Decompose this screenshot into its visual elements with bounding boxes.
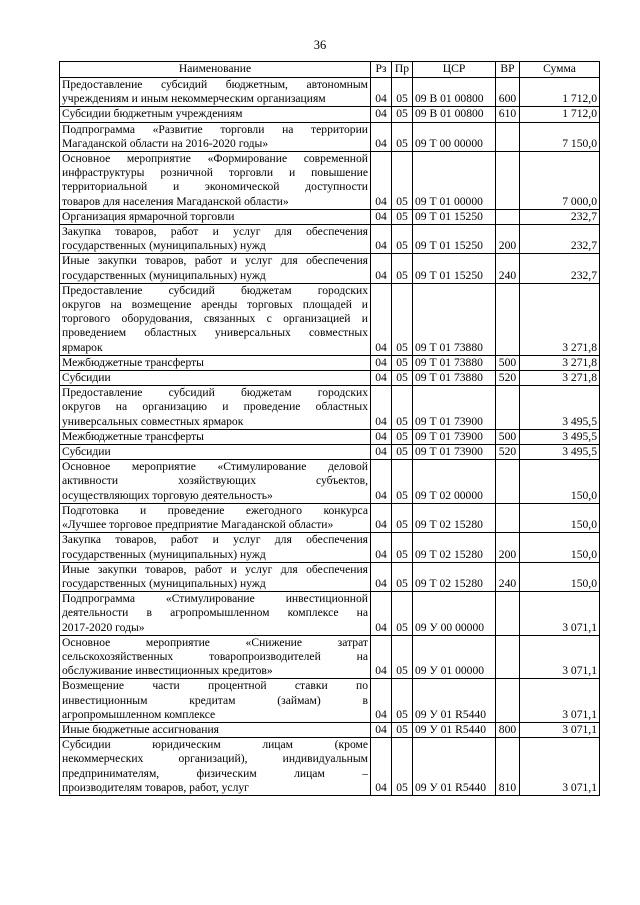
page-number: 36 bbox=[313, 38, 327, 52]
row-vr bbox=[496, 122, 520, 151]
row-sum: 150,0 bbox=[520, 533, 600, 562]
table-row bbox=[60, 371, 600, 386]
row-csr: 09 В 01 00800 bbox=[413, 78, 496, 107]
row-vr: 240 bbox=[496, 254, 520, 283]
table-row bbox=[60, 429, 600, 444]
row-pr: 05 bbox=[392, 283, 413, 355]
row-pr: 05 bbox=[392, 635, 413, 679]
row-name bbox=[60, 722, 371, 737]
row-name-line: Предоставление субсидий бюджетным, автономным bbox=[62, 78, 368, 91]
row-rz: 04 bbox=[371, 254, 392, 283]
row-name-line: Основное мероприятие «Стимулирование деловой bbox=[62, 460, 368, 474]
row-name bbox=[60, 592, 371, 636]
row-name-line: Организация ярмарочной торговли bbox=[62, 209, 235, 223]
row-pr: 05 bbox=[392, 386, 413, 430]
row-vr: 520 bbox=[496, 445, 520, 460]
row-csr: 09 Т 01 73900 bbox=[413, 429, 496, 444]
row-name bbox=[60, 107, 371, 122]
row-name-line: торгового оборудования, связанных с организацией и bbox=[62, 312, 368, 326]
row-sum: 232,7 bbox=[520, 254, 600, 283]
row-vr bbox=[496, 503, 520, 532]
table-row bbox=[60, 445, 600, 460]
row-name bbox=[60, 122, 371, 151]
row-sum: 150,0 bbox=[520, 562, 600, 591]
row-sum: 3 071,1 bbox=[520, 635, 600, 679]
row-rz: 04 bbox=[371, 371, 392, 386]
row-rz: 04 bbox=[371, 152, 392, 210]
row-vr: 200 bbox=[496, 533, 520, 562]
row-pr: 05 bbox=[392, 533, 413, 562]
row-name-line: сельскохозяйственных товаропроизводителей на bbox=[62, 649, 368, 663]
table-row bbox=[60, 355, 600, 370]
row-name-line: Подпрограмма «Стимулирование инвестиционной bbox=[62, 592, 368, 606]
row-csr: 09 Т 01 73900 bbox=[413, 445, 496, 460]
row-sum: 3 071,1 bbox=[520, 679, 600, 723]
row-rz: 04 bbox=[371, 429, 392, 444]
row-name bbox=[60, 738, 371, 796]
row-name-line: Межбюджетные трансферты bbox=[62, 355, 204, 369]
row-rz: 04 bbox=[371, 122, 392, 151]
row-pr: 05 bbox=[392, 209, 413, 224]
row-name-line: Субсидии bbox=[62, 445, 111, 459]
row-vr: 600 bbox=[496, 78, 520, 107]
table-row bbox=[60, 107, 600, 122]
row-csr: 09 Т 02 15280 bbox=[413, 562, 496, 591]
row-name-line: осуществляющих торговую деятельность» bbox=[62, 488, 273, 502]
row-name-line: Подготовка и проведение ежегодного конкурса bbox=[62, 503, 368, 517]
row-name-line: 2017-2020 годы» bbox=[62, 620, 145, 634]
row-name-line: инфраструктуры розничной торговли и повышение bbox=[62, 166, 368, 180]
row-rz: 04 bbox=[371, 738, 392, 796]
row-csr: 09 Т 01 15250 bbox=[413, 209, 496, 224]
row-rz: 04 bbox=[371, 386, 392, 430]
row-name-line: учреждениям и иным некоммерческим организациям bbox=[62, 92, 326, 106]
row-rz: 04 bbox=[371, 562, 392, 591]
row-name bbox=[60, 78, 371, 107]
row-name-line: государственных (муниципальных) нужд bbox=[62, 576, 266, 590]
row-csr: 09 У 00 00000 bbox=[413, 592, 496, 636]
table-header-row bbox=[60, 62, 600, 78]
row-name-line: государственных (муниципальных) нужд bbox=[62, 547, 266, 561]
row-name-line: государственных (муниципальных) нужд bbox=[62, 268, 266, 282]
row-rz: 04 bbox=[371, 78, 392, 107]
row-name-line: «Лучшее торговое предприятие Магаданской области» bbox=[62, 518, 334, 532]
row-pr: 05 bbox=[392, 225, 413, 254]
row-name bbox=[60, 386, 371, 430]
row-name-line: Подпрограмма «Развитие торговли на территории bbox=[62, 122, 368, 136]
row-csr: 09 Т 01 73880 bbox=[413, 283, 496, 355]
row-sum: 3 495,5 bbox=[520, 386, 600, 430]
row-pr: 05 bbox=[392, 679, 413, 723]
row-name-line: Субсидии bbox=[62, 371, 111, 385]
row-vr: 800 bbox=[496, 722, 520, 737]
row-vr: 810 bbox=[496, 738, 520, 796]
row-csr: 09 У 01 R5440 bbox=[413, 679, 496, 723]
row-pr: 05 bbox=[392, 254, 413, 283]
row-name-line: Основное мероприятие «Снижение затрат bbox=[62, 635, 368, 649]
row-name bbox=[60, 679, 371, 723]
row-name-line: обслуживание инвестиционных кредитов» bbox=[62, 664, 273, 678]
row-name bbox=[60, 209, 371, 224]
header-name: Наименование bbox=[60, 62, 371, 78]
row-name-line: Иные бюджетные ассигнования bbox=[62, 722, 219, 736]
row-rz: 04 bbox=[371, 503, 392, 532]
row-vr bbox=[496, 592, 520, 636]
row-pr: 05 bbox=[392, 152, 413, 210]
row-vr: 500 bbox=[496, 429, 520, 444]
row-rz: 04 bbox=[371, 679, 392, 723]
row-rz: 04 bbox=[371, 107, 392, 122]
row-pr: 05 bbox=[392, 722, 413, 737]
table-row bbox=[60, 533, 600, 562]
row-sum: 150,0 bbox=[520, 503, 600, 532]
row-sum: 3 495,5 bbox=[520, 445, 600, 460]
row-csr: 09 Т 02 15280 bbox=[413, 503, 496, 532]
row-name-line: деятельности в агропромышленном комплексе на bbox=[62, 606, 368, 620]
row-name-line: активности хозяйствующих субъектов, bbox=[62, 474, 368, 488]
header-sum: Сумма bbox=[520, 62, 600, 78]
row-pr: 05 bbox=[392, 445, 413, 460]
row-vr bbox=[496, 283, 520, 355]
row-name-line: некоммерческих организаций), индивидуальным bbox=[62, 752, 368, 766]
header-pr: Пр bbox=[392, 62, 413, 78]
row-csr: 09 Т 02 00000 bbox=[413, 460, 496, 504]
row-rz: 04 bbox=[371, 209, 392, 224]
row-sum: 1 712,0 bbox=[520, 78, 600, 107]
row-pr: 05 bbox=[392, 738, 413, 796]
row-vr: 200 bbox=[496, 225, 520, 254]
table-row bbox=[60, 225, 600, 254]
row-name-line: Магаданской области на 2016-2020 годы» bbox=[62, 136, 269, 150]
header-csr: ЦСР bbox=[413, 62, 496, 78]
table-row bbox=[60, 386, 600, 430]
row-pr: 05 bbox=[392, 562, 413, 591]
row-sum: 3 271,8 bbox=[520, 371, 600, 386]
row-vr: 500 bbox=[496, 355, 520, 370]
row-vr: 520 bbox=[496, 371, 520, 386]
table-body bbox=[60, 78, 600, 796]
row-csr: 09 Т 01 00000 bbox=[413, 152, 496, 210]
row-vr: 240 bbox=[496, 562, 520, 591]
row-csr: 09 У 01 R5440 bbox=[413, 722, 496, 737]
row-name bbox=[60, 371, 371, 386]
row-name-line: округов на возмещение аренды торговых площадей и bbox=[62, 298, 368, 312]
row-name bbox=[60, 225, 371, 254]
row-name-line: ярмарок bbox=[62, 340, 103, 354]
row-sum: 232,7 bbox=[520, 209, 600, 224]
table-row bbox=[60, 503, 600, 532]
table-row bbox=[60, 209, 600, 224]
row-name-line: Межбюджетные трансферты bbox=[62, 429, 204, 443]
row-name bbox=[60, 503, 371, 532]
header-rz: Рз bbox=[371, 62, 392, 78]
row-csr: 09 У 01 00000 bbox=[413, 635, 496, 679]
row-pr: 05 bbox=[392, 122, 413, 151]
row-sum: 3 271,8 bbox=[520, 283, 600, 355]
row-vr bbox=[496, 152, 520, 210]
row-name-line: проведением областных универсальных совместных bbox=[62, 326, 368, 340]
row-name-line: универсальных совместных ярмарок bbox=[62, 414, 244, 428]
row-csr: 09 У 01 R5440 bbox=[413, 738, 496, 796]
row-name-line: Основное мероприятие «Формирование современной bbox=[62, 152, 368, 166]
row-pr: 05 bbox=[392, 429, 413, 444]
row-name bbox=[60, 429, 371, 444]
row-sum: 3 495,5 bbox=[520, 429, 600, 444]
row-vr bbox=[496, 209, 520, 224]
row-name bbox=[60, 533, 371, 562]
row-sum: 7 000,0 bbox=[520, 152, 600, 210]
table-row bbox=[60, 562, 600, 591]
row-name bbox=[60, 445, 371, 460]
row-csr: 09 В 01 00800 bbox=[413, 107, 496, 122]
row-name bbox=[60, 635, 371, 679]
row-name-line: инвестиционным кредитам (займам) в bbox=[62, 693, 368, 707]
row-sum: 3 071,1 bbox=[520, 592, 600, 636]
row-vr bbox=[496, 460, 520, 504]
row-rz: 04 bbox=[371, 355, 392, 370]
row-rz: 04 bbox=[371, 445, 392, 460]
row-pr: 05 bbox=[392, 78, 413, 107]
row-name bbox=[60, 460, 371, 504]
row-csr: 09 Т 01 73900 bbox=[413, 386, 496, 430]
header-vr: ВР bbox=[496, 62, 520, 78]
row-sum: 1 712,0 bbox=[520, 107, 600, 122]
row-name-line: территориальной и экономической доступности bbox=[62, 180, 368, 194]
row-csr: 09 Т 01 73880 bbox=[413, 355, 496, 370]
table-row bbox=[60, 722, 600, 737]
row-rz: 04 bbox=[371, 592, 392, 636]
row-rz: 04 bbox=[371, 635, 392, 679]
row-name-line: Предоставление субсидий бюджетам городских bbox=[62, 386, 368, 400]
row-name-line: Иные закупки товаров, работ и услуг для обеспечения bbox=[62, 562, 368, 576]
budget-table bbox=[59, 61, 600, 796]
table-row bbox=[60, 679, 600, 723]
row-name-line: Субсидии юридическим лицам (кроме bbox=[62, 738, 368, 752]
row-name-line: производителям товаров, работ, услуг bbox=[62, 780, 249, 794]
row-name-line: предпринимателям, физическим лицам – bbox=[62, 766, 368, 780]
table-row bbox=[60, 635, 600, 679]
row-sum: 3 071,1 bbox=[520, 738, 600, 796]
row-rz: 04 bbox=[371, 460, 392, 504]
row-name-line: Возмещение части процентной ставки по bbox=[62, 679, 368, 693]
row-vr bbox=[496, 635, 520, 679]
row-name bbox=[60, 152, 371, 210]
row-name-line: Субсидии бюджетным учреждениям bbox=[62, 107, 243, 121]
row-pr: 05 bbox=[392, 592, 413, 636]
row-name-line: Иные закупки товаров, работ и услуг для обеспечения bbox=[62, 254, 368, 268]
row-csr: 09 Т 02 15280 bbox=[413, 533, 496, 562]
row-name bbox=[60, 355, 371, 370]
row-pr: 05 bbox=[392, 460, 413, 504]
table-row bbox=[60, 592, 600, 636]
row-name bbox=[60, 562, 371, 591]
row-csr: 09 Т 00 00000 bbox=[413, 122, 496, 151]
row-name-line: государственных (муниципальных) нужд bbox=[62, 239, 266, 253]
row-csr: 09 Т 01 73880 bbox=[413, 371, 496, 386]
row-pr: 05 bbox=[392, 503, 413, 532]
table-row bbox=[60, 254, 600, 283]
row-rz: 04 bbox=[371, 722, 392, 737]
table-row bbox=[60, 78, 600, 107]
row-name-line: Закупка товаров, работ и услуг для обеспечения bbox=[62, 533, 368, 547]
row-csr: 09 Т 01 15250 bbox=[413, 225, 496, 254]
row-vr: 610 bbox=[496, 107, 520, 122]
row-rz: 04 bbox=[371, 533, 392, 562]
row-sum: 3 071,1 bbox=[520, 722, 600, 737]
row-name bbox=[60, 283, 371, 355]
row-pr: 05 bbox=[392, 107, 413, 122]
row-sum: 150,0 bbox=[520, 460, 600, 504]
row-sum: 3 271,8 bbox=[520, 355, 600, 370]
row-name-line: товаров для населения Магаданской области» bbox=[62, 194, 289, 208]
row-pr: 05 bbox=[392, 355, 413, 370]
row-sum: 7 150,0 bbox=[520, 122, 600, 151]
table-row bbox=[60, 152, 600, 210]
row-sum: 232,7 bbox=[520, 225, 600, 254]
row-name-line: Предоставление субсидий бюджетам городских bbox=[62, 283, 368, 297]
row-name-line: агропромышленном комплексе bbox=[62, 707, 216, 721]
table-row bbox=[60, 460, 600, 504]
row-csr: 09 Т 01 15250 bbox=[413, 254, 496, 283]
row-vr bbox=[496, 386, 520, 430]
table-row bbox=[60, 283, 600, 355]
table-row bbox=[60, 738, 600, 796]
row-rz: 04 bbox=[371, 283, 392, 355]
row-name-line: округов на организацию и проведение областных bbox=[62, 400, 368, 414]
row-name bbox=[60, 254, 371, 283]
row-name-line: Закупка товаров, работ и услуг для обеспечения bbox=[62, 225, 368, 239]
row-rz: 04 bbox=[371, 225, 392, 254]
row-vr bbox=[496, 679, 520, 723]
row-pr: 05 bbox=[392, 371, 413, 386]
table-row bbox=[60, 122, 600, 151]
